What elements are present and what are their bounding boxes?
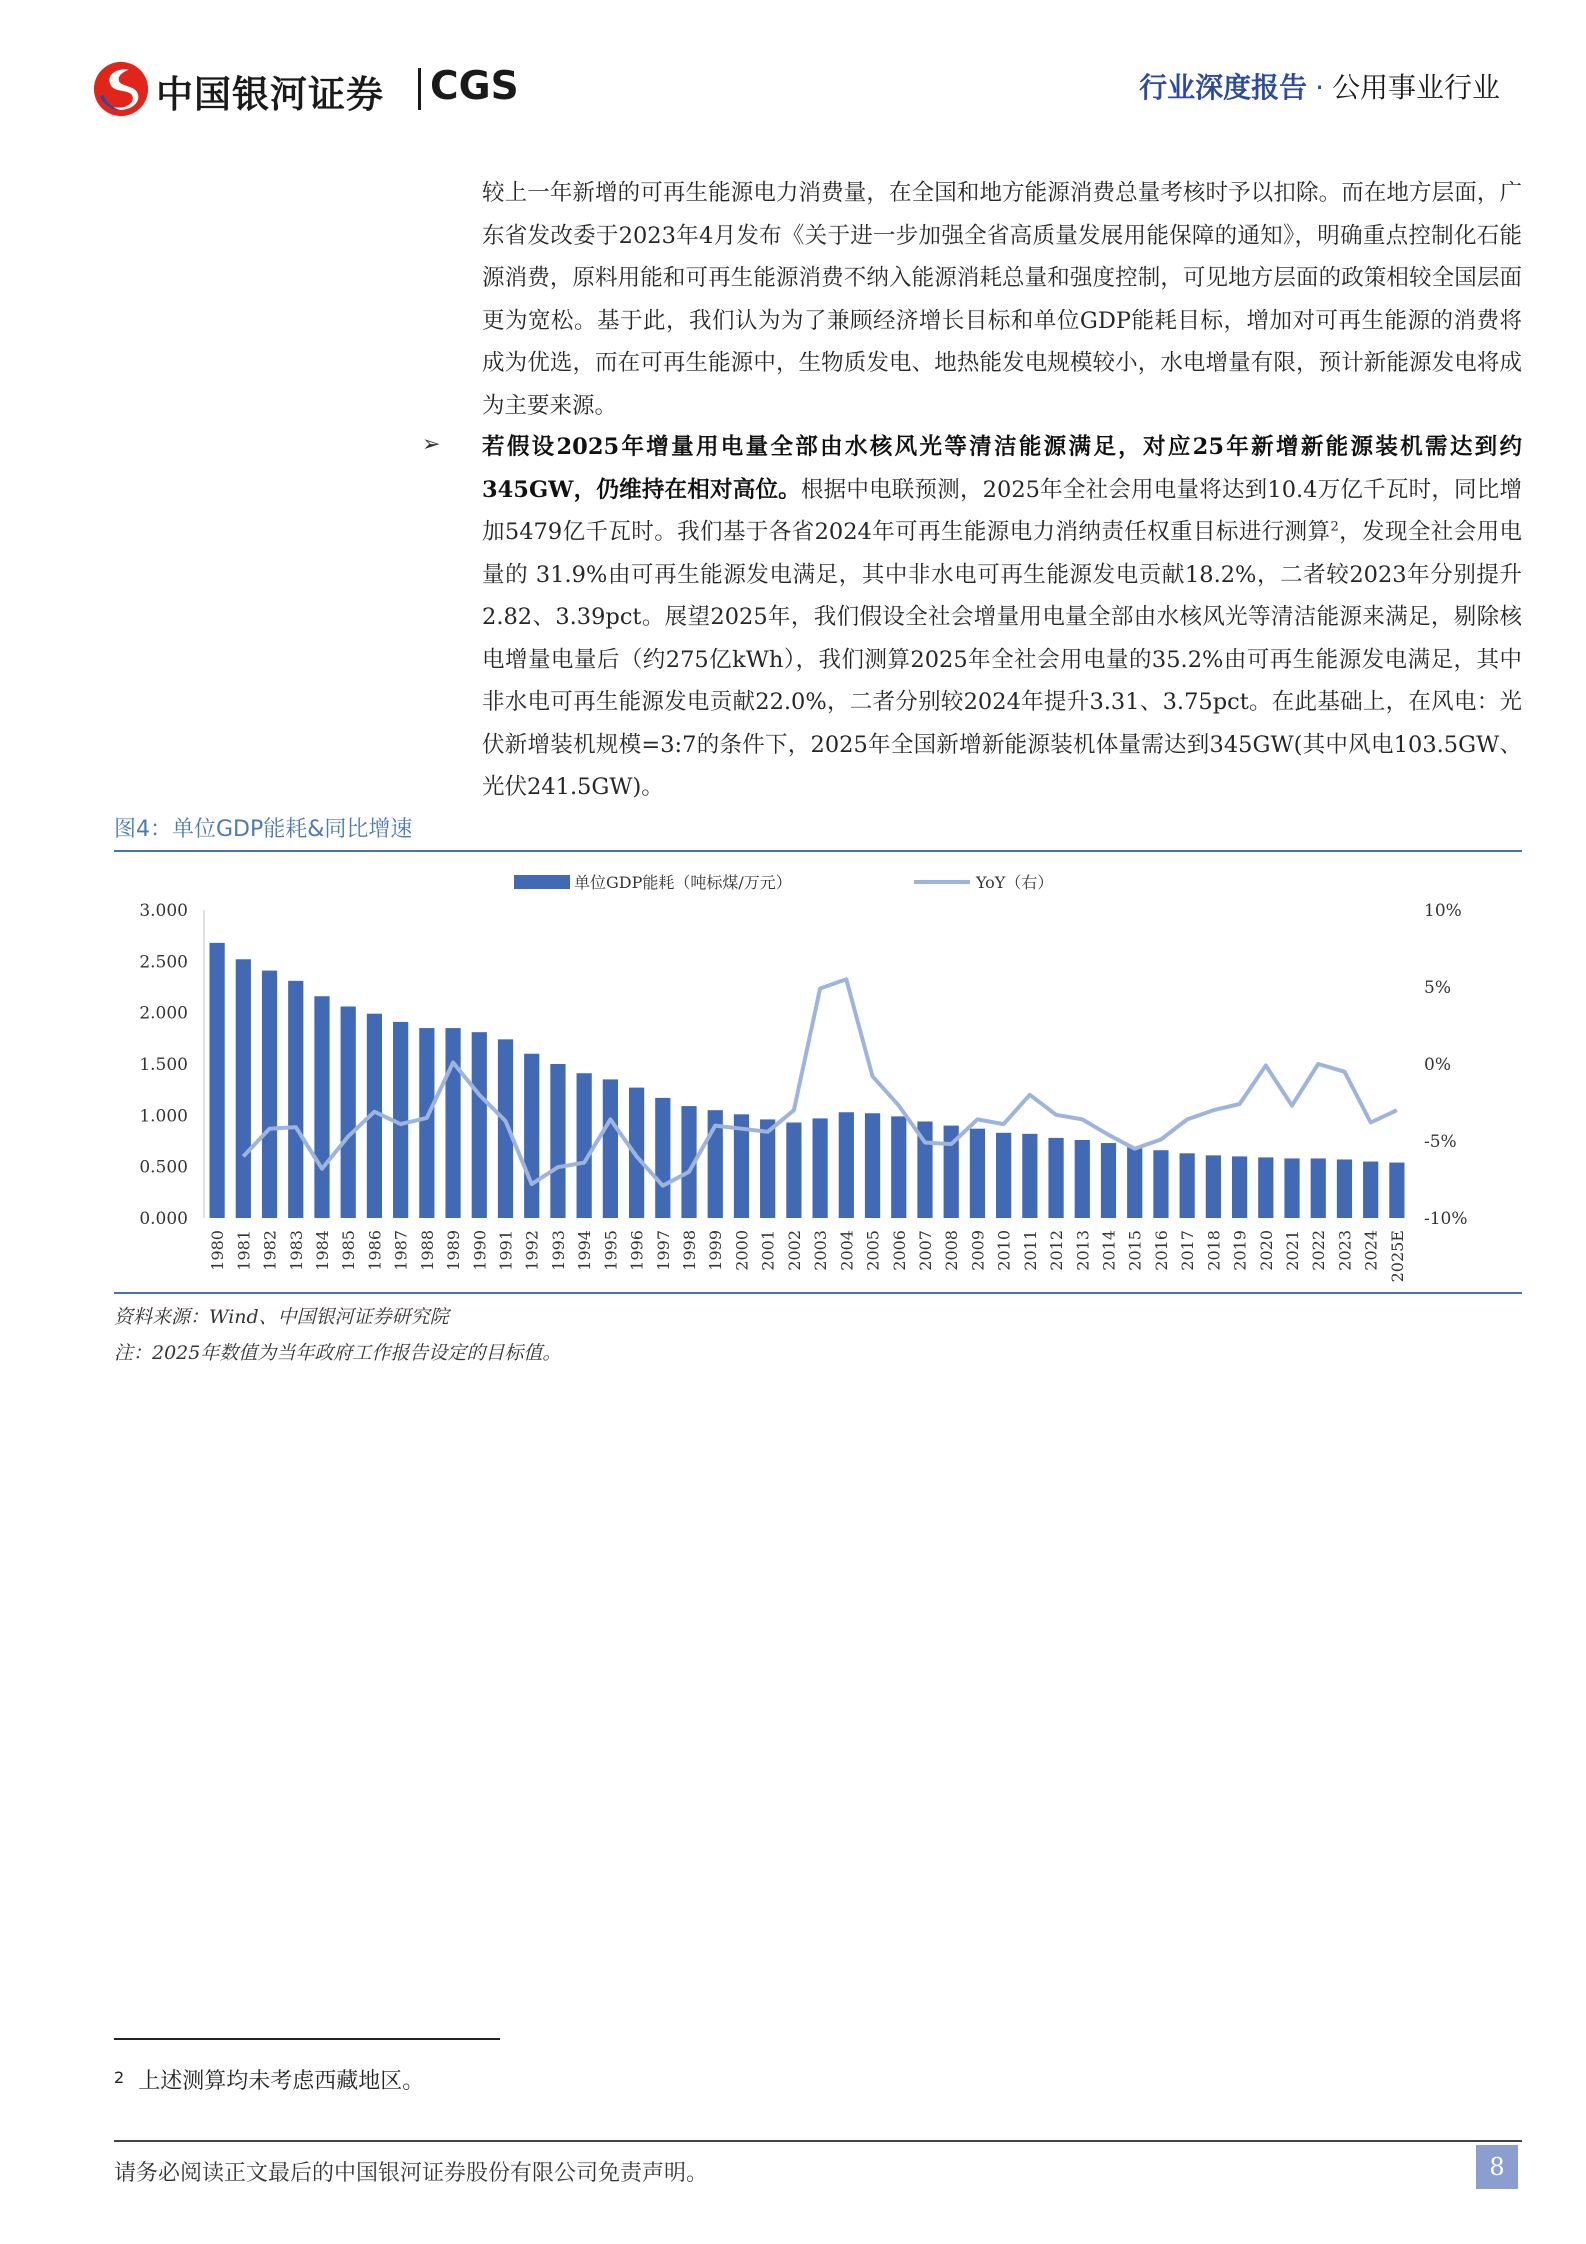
energy-bar	[970, 1129, 985, 1218]
legend-bar-swatch	[514, 875, 570, 889]
x-axis-tick-label: 1994	[575, 1230, 595, 1271]
figure-top-rule	[114, 850, 1522, 852]
report-type: 行业深度报告	[1139, 71, 1308, 104]
x-axis-tick-label: 2009	[968, 1230, 988, 1271]
x-axis-tick-label: 2008	[942, 1230, 962, 1271]
x-axis-tick-label: 1982	[260, 1230, 280, 1271]
figure-title: 图4：单位GDP能耗&同比增速	[114, 817, 413, 842]
figure-source: 资料来源：Wind、中国银河证券研究院	[114, 1306, 449, 1328]
x-axis-tick-label: 1980	[208, 1230, 228, 1271]
legend-line-label: YoY（右）	[976, 873, 1054, 892]
brand-name-cn: 中国银河证券	[156, 73, 384, 116]
energy-bar	[865, 1113, 880, 1218]
x-axis-tick-label: 1993	[548, 1230, 568, 1271]
paragraph-2-text-b: ，发现全社会用电量的 31.9%由可再生能源发电满足，其中非水电可再生能源发电贡献18.2%，二者较2023年分别提升2.82、3.39pct。展望2025年，我们假设全社会增量用电量全部由水核风光等清洁能源来满足，剔除核电增量电量后（约275亿kWh），我们测算2025年全社会用电量的35.2%由可再生能源发电满足，其中非水电可再生能源发电贡献22.0%，二者分别较2024年提升3.31、3.75pct。在此基础上，在风电：光伏新增装机规模=3:7的条件下，2025年全国新增新能源装机体量需达到345GW(其中风电103.5GW、光伏241.5GW)。	[482, 519, 1522, 800]
x-axis-tick-label: 2001	[758, 1230, 778, 1271]
energy-bar	[1258, 1157, 1273, 1218]
x-axis-tick-label: 1995	[601, 1230, 621, 1271]
energy-bar	[1284, 1158, 1299, 1218]
x-axis-tick-label: 1997	[653, 1230, 673, 1271]
header-separator: ·	[1315, 71, 1324, 104]
chart-legend	[514, 873, 1053, 892]
energy-bar	[1311, 1158, 1326, 1218]
left-axis-tick-label: 0.000	[139, 1209, 188, 1229]
energy-bar	[262, 971, 277, 1218]
x-axis-tick-label: 1988	[417, 1230, 437, 1271]
energy-bar	[891, 1116, 906, 1218]
energy-bar	[603, 1079, 618, 1218]
x-axis-tick-label: 1986	[365, 1230, 385, 1271]
legend-bar-label: 单位GDP能耗（吨标煤/万元）	[574, 873, 792, 892]
x-axis-tick-label: 2016	[1151, 1230, 1171, 1271]
energy-bar	[629, 1088, 644, 1218]
x-axis-tick-label: 2019	[1230, 1230, 1250, 1271]
paragraph-1: 较上一年新增的可再生能源电力消费量，在全国和地方能源消费总量考核时予以扣除。而在地方层面，广东省发改委于2023年4月发布《关于进一步加强全省高质量发展用能保障的通知》，明确重点控制化石能源消费，原料用能和可再生能源消费不纳入能源消耗总量和强度控制，可见地方层面的政策相较全国层面更为宽松。基于此，我们认为为了兼顾经济增长目标和单位GDP能耗目标，增加对可再生能源的消费将成为优选，而在可再生能源中，生物质发电、地热能发电规模较小，水电增量有限，预计新能源发电将成为主要来源。	[482, 180, 1522, 419]
bullet-arrow-icon: ➢	[422, 432, 441, 457]
energy-bar	[813, 1118, 828, 1218]
x-axis-tick-label: 1987	[391, 1230, 411, 1271]
energy-bar	[314, 996, 329, 1218]
energy-bar	[1232, 1156, 1247, 1218]
x-axis-tick-label: 1999	[706, 1230, 726, 1271]
gdp-energy-chart	[114, 862, 1522, 1282]
energy-bar	[1048, 1138, 1063, 1218]
x-axis-tick-label: 2023	[1335, 1230, 1355, 1271]
figure-bottom-rule	[114, 1292, 1522, 1294]
energy-bar	[524, 1054, 539, 1218]
energy-bar	[1153, 1150, 1168, 1218]
footnote-number: 2	[114, 2068, 125, 2087]
brand-logo	[92, 58, 519, 118]
energy-bar	[288, 981, 303, 1218]
x-axis-tick-label: 2004	[837, 1230, 857, 1271]
energy-bar	[1101, 1143, 1116, 1218]
x-axis-tick-label: 1985	[339, 1230, 359, 1271]
x-axis-tick-label: 2011	[1020, 1230, 1040, 1271]
x-axis-tick-label: 2022	[1309, 1230, 1329, 1271]
x-axis-tick-label: 1990	[470, 1230, 490, 1271]
industry-label: 公用事业行业	[1331, 71, 1500, 104]
right-axis-tick-label: -10%	[1424, 1209, 1468, 1229]
left-axis-tick-label: 0.500	[139, 1157, 188, 1178]
energy-bar	[445, 1028, 460, 1218]
x-axis-tick-label: 2002	[784, 1230, 804, 1271]
x-axis-tick-label: 2020	[1256, 1230, 1276, 1271]
energy-bar	[786, 1123, 801, 1218]
x-axis-tick-label: 1984	[312, 1230, 332, 1271]
energy-bar	[1389, 1163, 1404, 1218]
left-axis-tick-label: 1.500	[139, 1055, 188, 1075]
energy-bar	[577, 1073, 592, 1218]
energy-bar	[472, 1032, 487, 1218]
right-axis-tick-label: 0%	[1424, 1055, 1451, 1075]
footnote-text: 上述测算均未考虑西藏地区。	[138, 2069, 425, 2094]
energy-bar	[1180, 1153, 1195, 1218]
x-axis-tick-label: 2010	[994, 1230, 1014, 1271]
x-axis-tick-label: 2005	[863, 1230, 883, 1271]
x-axis-tick-label: 2007	[915, 1230, 935, 1271]
footer-disclaimer: 请务必阅读正文最后的中国银河证券股份有限公司免责声明。	[114, 2161, 709, 2186]
x-axis-tick-label: 1989	[444, 1230, 464, 1271]
energy-bar	[236, 959, 251, 1218]
brand-name-en: CGS	[430, 64, 519, 109]
right-axis-tick-label: 10%	[1424, 901, 1462, 921]
left-axis-tick-label: 3.000	[139, 901, 188, 921]
x-axis-tick-label: 1981	[234, 1230, 254, 1271]
x-axis-tick-label: 2021	[1283, 1230, 1303, 1271]
x-axis-tick-label: 1996	[627, 1230, 647, 1271]
energy-bar	[1337, 1159, 1352, 1218]
paragraph-2	[482, 426, 1522, 809]
energy-bar	[419, 1028, 434, 1218]
x-axis-tick-label: 2025E	[1387, 1230, 1407, 1282]
x-axis-tick-label: 2018	[1204, 1230, 1224, 1271]
energy-bar	[1363, 1162, 1378, 1218]
brand-divider	[418, 68, 421, 110]
header-report-title	[1139, 66, 1500, 106]
energy-bar	[1075, 1140, 1090, 1218]
right-axis-tick-label: -5%	[1424, 1132, 1457, 1152]
x-axis-tick-label: 2015	[1125, 1230, 1145, 1271]
energy-bar	[550, 1064, 565, 1218]
paragraph-2-highlight: 若假设2025年增量用电量全部由水核风光等清洁能源满足，对应25年新增新能源装机需达到约345GW，仍维持在相对高位。	[482, 434, 1522, 503]
x-axis-tick-label: 1983	[286, 1230, 306, 1271]
right-axis-tick-label: 5%	[1424, 978, 1451, 998]
footnote-ref: 2	[1330, 519, 1339, 535]
left-axis-tick-label: 2.500	[139, 952, 188, 973]
x-axis-tick-label: 1992	[522, 1230, 542, 1271]
x-axis-tick-label: 1991	[496, 1230, 516, 1271]
energy-bar	[655, 1098, 670, 1218]
brand-logo-icon	[92, 60, 150, 118]
energy-bar	[1022, 1134, 1037, 1218]
footnote-rule	[114, 2038, 500, 2040]
x-axis-tick-label: 2003	[811, 1230, 831, 1271]
x-axis-tick-label: 2012	[1047, 1230, 1067, 1271]
footnote	[114, 2064, 424, 2095]
energy-bar	[341, 1007, 356, 1218]
energy-bar	[996, 1133, 1011, 1218]
energy-bar	[839, 1112, 854, 1218]
x-axis-tick-label: 1998	[680, 1230, 700, 1271]
x-axis-tick-label: 2006	[889, 1230, 909, 1271]
left-axis-tick-label: 1.000	[139, 1106, 188, 1127]
energy-bar	[760, 1119, 775, 1218]
energy-bar	[1206, 1155, 1221, 1218]
figure-note: 注：2025年数值为当年政府工作报告设定的目标值。	[114, 1342, 562, 1364]
footer-rule	[114, 2140, 1522, 2142]
energy-bar	[1127, 1147, 1142, 1218]
x-axis-tick-label: 2000	[732, 1230, 752, 1271]
x-axis-tick-label: 2014	[1099, 1230, 1119, 1271]
paragraph-2-text-a: 根据中电联预测，2025年全社会用电量将达到10.4万亿千瓦时，同比增加5479亿千瓦时。我们基于各省2024年可再生能源电力消纳责任权重目标进行测算	[482, 476, 1522, 545]
x-axis-tick-label: 2013	[1073, 1230, 1093, 1271]
page-number: 8	[1476, 2145, 1518, 2189]
x-axis-tick-label: 2024	[1361, 1230, 1381, 1271]
left-axis-tick-label: 2.000	[139, 1003, 188, 1024]
x-axis-tick-label: 2017	[1178, 1230, 1198, 1271]
energy-bar	[210, 943, 225, 1218]
